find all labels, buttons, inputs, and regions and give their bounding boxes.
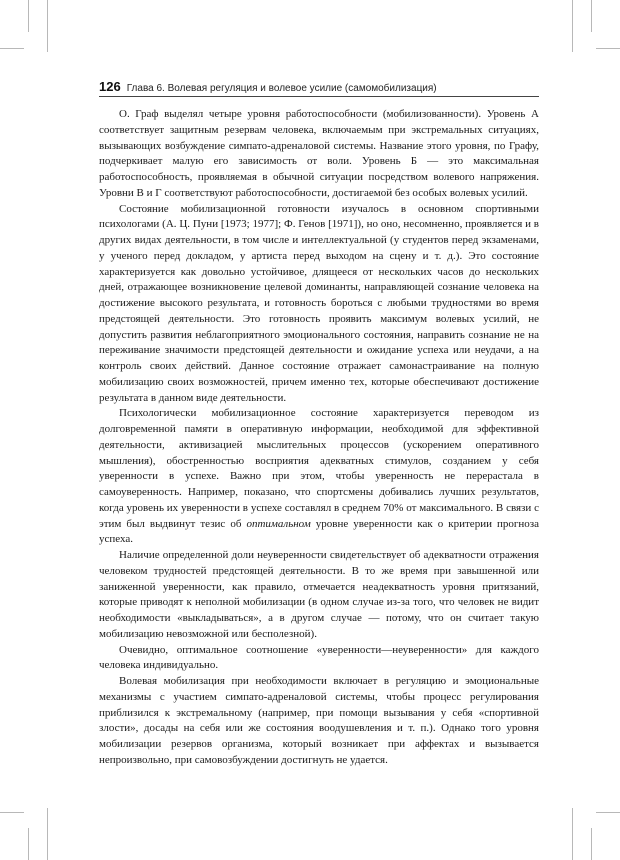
- crop-mark-top-left-inner: [47, 0, 48, 52]
- crop-mark-bottom-left-inner: [47, 808, 48, 860]
- crop-mark-bottom-left-outer: [28, 828, 29, 860]
- page-number: 126: [99, 79, 121, 94]
- crop-mark-bottom-right-inner: [572, 808, 573, 860]
- paragraph-3-text: Психологически мобилизационное состояние характеризуется переводом из долговременной памяти в оперативную информации, необходимой для эффективной деятельности, активизацией мыслительных процессов (ускорением оперативного мышления), обостренностью восприятия адекватных стимулов, созданием у себя уверенности в успехе. Важно при этом, чтобы уверенность не перерастала в самоуверенность. Например, показано, что спортсмены добивались лучших результатов, когда уровень их уверенности в успехе составлял в среднем 70% от максимального. В связи с этим был выдвинут тезис об: [99, 407, 539, 530]
- crop-mark-top-left-outer: [28, 0, 29, 32]
- crop-mark-right-bottom: [596, 812, 620, 813]
- paragraph-3: [99, 406, 539, 548]
- crop-mark-right-top: [596, 48, 620, 49]
- crop-mark-top-right-inner: [572, 0, 573, 52]
- paragraph-4: Наличие определенной доли неуверенности свидетельствует об адекватности отражения человеком трудностей предстоящей деятельности. В то же время при завышенной или заниженной уверенности, как правило, отмечается неадекватность уровня притязаний, которые приводят к неполной мобилизации (в одном случае из-за того, что человек не видит необходимости «выкладываться», а в другом случае — потому, что он считает такую мобилизацию невозможной или бесполезной).: [99, 549, 539, 640]
- body-text: [99, 107, 539, 769]
- paragraph-5: Очевидно, оптимальное соотношение «уверенности—неуверенности» для каждого человека индивидуально.: [99, 643, 539, 672]
- paragraph-3-text-after: уровне уверенности как о критерии прогноза успеха.: [99, 517, 540, 546]
- paragraph-2: Состояние мобилизационной готовности изучалось в основном спортивными психологами (А. Ц. Пуни [1973; 1977]; Ф. Генов [1971]), но оно, несомненно, проявляется и в других видах деятельности, в том числе и интеллектуальной (у студентов перед экзаменами, у ученого перед докладом, у артиста перед выходом на сцену и т. д.). Это состояние характеризуется как довольно устойчивое, длящееся от нескольких часов до нескольких дней, отражающее возникновение целевой доминанты, направляющей сознание человека на достижение высокого результата, и готовность бороться с любыми трудностями во время предстоящей деятельности. Это готовность проявить максимум волевых усилий, не допустить развития неблагоприятного эмоционального состояния, направить сознание не на переживание значимости предстоящей деятельности и ожидание успеха или неудачи, а на контроль своих действий. Данное состояние отражает самонастраивание на полную мобилизацию своих возможностей, причем именно тех, которые обеспечивают достижение результата в данном виде деятельности.: [99, 202, 539, 404]
- crop-mark-left-bottom: [0, 812, 24, 813]
- running-title: Глава 6. Волевая регуляция и волевое усилие (самомобилизация): [126, 83, 437, 94]
- crop-mark-bottom-right-outer: [591, 828, 592, 860]
- header-rule: [99, 96, 539, 97]
- crop-mark-top-right-outer: [591, 0, 592, 32]
- running-header: [99, 79, 539, 97]
- paragraph-6: Волевая мобилизация при необходимости включает в регуляцию и эмоциональные механизмы с участием симпато-адреналовой системы, чтобы процесс регулирования приблизился к экстремальному (например, при помощи вызывания у себя «спортивной злости», досады на себя или же состояния воодушевления и т. п.). Однако того уровня мобилизации резервов организма, который возникает при аффектах и вызывается непроизвольно, при самовозбуждении достигнуть не удается.: [99, 675, 539, 766]
- paragraph-1: О. Граф выделял четыре уровня работоспособности (мобилизованности). Уровень А соответствует защитным резервам человека, включаемым при экстремальных ситуациях, вызывающих возбуждение симпато-адреналовой системы. Название этого уровня, по Графу, подчеркивает малую его зависимость от воли. Уровень Б — это максимальная работоспособность, проявляемая в обычной ситуации посредством волевого напряжения. Уровни В и Г соответствуют работоспособности, достигаемой без особых волевых усилий.: [99, 108, 539, 199]
- paragraph-3-emphasis: оптимальном: [246, 517, 311, 530]
- crop-mark-left-top: [0, 48, 24, 49]
